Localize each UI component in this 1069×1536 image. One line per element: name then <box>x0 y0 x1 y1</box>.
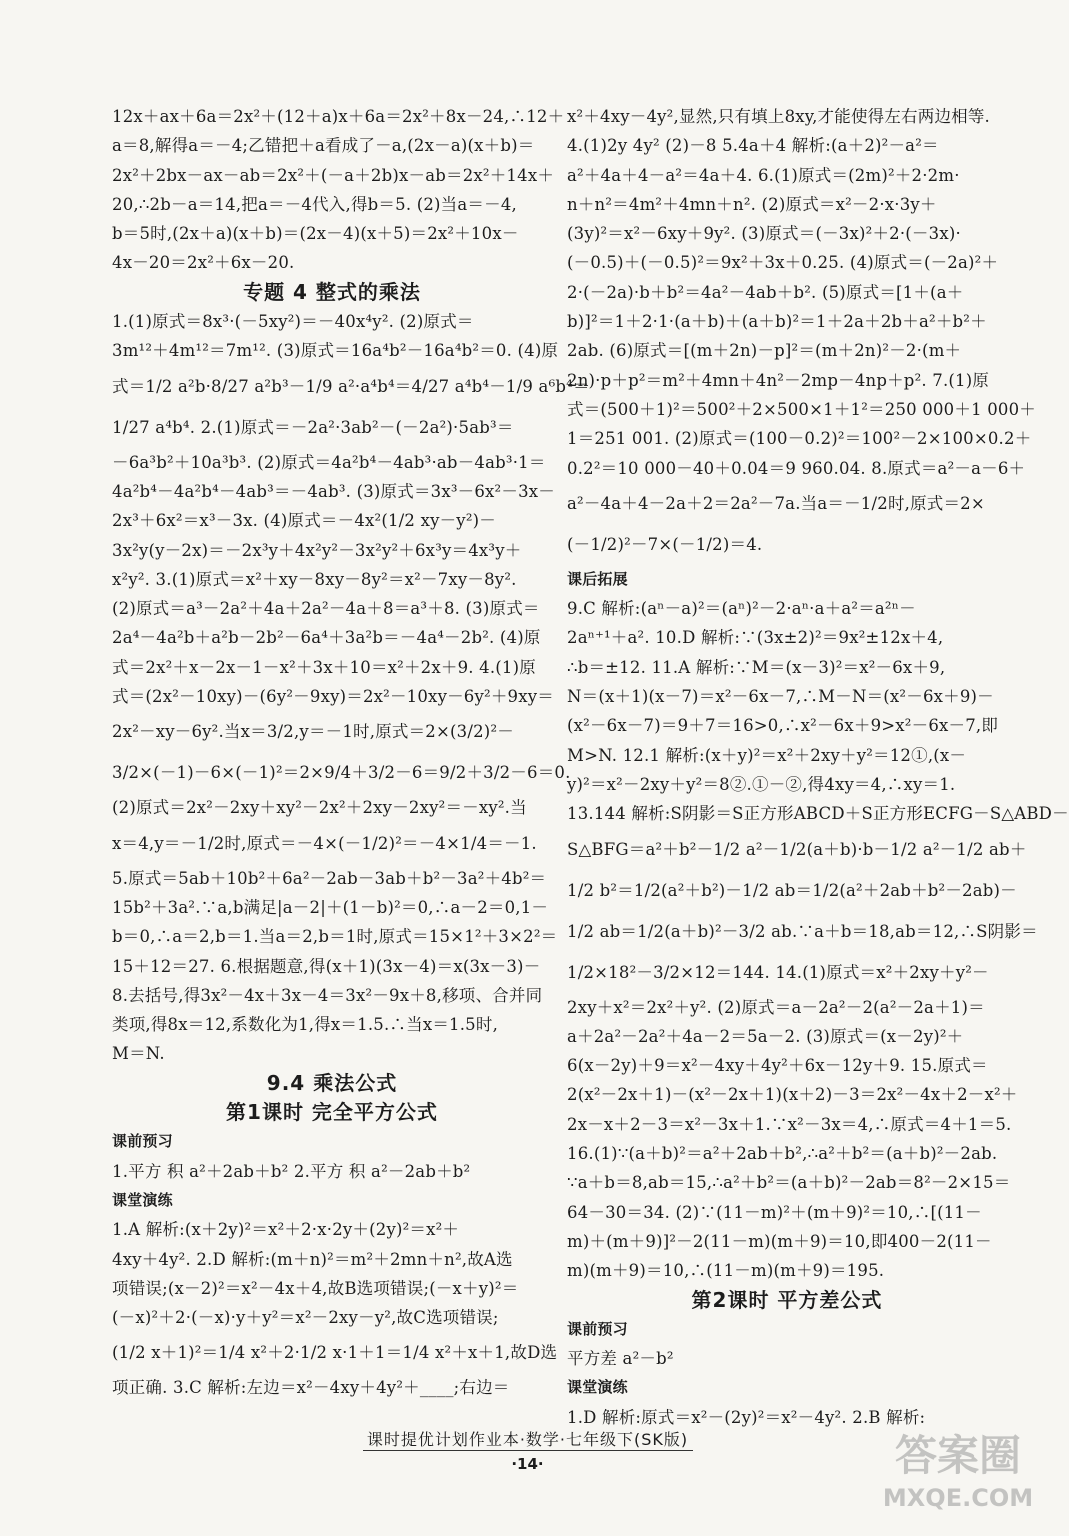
right-text-line: (3y)²＝x²－6xy＋9y². (3)原式＝(－3x)²＋2·(－3x)· <box>567 224 961 244</box>
left-text-line: 式＝(2x²－10xy)－(6y²－9xy)＝2x²－10xy－6y²＋9xy＝ <box>112 687 554 707</box>
footer-rule <box>363 1450 693 1451</box>
left-text-line: 1.平方 积 a²＋2ab＋b² 2.平方 积 a²－2ab＋b² <box>112 1161 471 1181</box>
left-text-line: 15＋12＝27. 6.根据题意,得(x＋1)(3x－4)＝x(3x－3)－ <box>112 956 541 976</box>
left-section-heading: 第1课时 完全平方公式 <box>226 1100 438 1125</box>
left-text-line: (－x)²＋2·(－x)·y＋y²＝x²－2xy－y²,故C选项错误; <box>112 1308 499 1328</box>
right-text-line: 6(x－2y)＋9＝x²－4xy＋4y²＋6x－12y＋9. 15.原式＝ <box>567 1056 988 1076</box>
right-text-line: 4.(1)2y 4y² (2)－8 5.4a＋4 解析:(a＋2)²－a²＝ <box>567 136 939 156</box>
right-text-line: 2·(－2a)·b＋b²＝4a²－4ab＋b². (5)原式＝[1＋(a＋ <box>567 282 964 302</box>
right-text-line: b)]²＝1＋2·1·(a＋b)＋(a＋b)²＝1＋2a＋2b＋a²＋b²＋ <box>567 312 987 332</box>
right-text-line: 2n)·p＋p²＝m²＋4mn＋4n²－2mp－4np＋p². 7.(1)原 <box>567 370 990 390</box>
right-text-line: 13.144 解析:S阴影＝S正方形ABCD＋S正方形ECFG－S△ABD－ <box>567 804 1069 824</box>
left-section-heading: 专题 4 整式的乘法 <box>243 279 421 304</box>
left-text-line: 式＝1/2 a²b·8/27 a²b³－1/9 a²·a⁴b⁴＝4/27 a⁴b⁴－1/9 a⁶b⁴＝ <box>112 376 590 396</box>
right-text-line: a²－4a＋4－2a＋2＝2a²－7a.当a＝－1/2时,原式＝2× <box>567 493 985 513</box>
left-text-line: 1.(1)原式＝8x³·(－5xy²)＝－40x⁴y². (2)原式＝ <box>112 312 474 332</box>
left-text-line: 15b²＋3a².∵a,b满足|a－2|＋(1－b)²＝0,∴a－2＝0,1－ <box>112 897 549 917</box>
right-column <box>567 102 1069 1432</box>
right-text-line: 9.C 解析:(aⁿ－a)²＝(aⁿ)²－2·aⁿ·a＋a²＝a²ⁿ－ <box>567 599 916 619</box>
right-text-line: 2x－x＋2－3＝x²－3x＋1.∵x²－3x＝4,∴原式＝4＋1＝5. <box>567 1114 1012 1134</box>
right-text-line: 2ab. (6)原式＝[(m＋2n)－p]²＝(m＋2n)²－2·(m＋ <box>567 341 962 361</box>
right-text-line: (－0.5)＋(－0.5)²＝9x²＋3x＋0.25. (4)原式＝(－2a)²＋ <box>567 253 999 273</box>
right-text-line: 平方差 a²－b² <box>567 1349 674 1369</box>
left-text-line: (2)原式＝a³－2a²＋4a＋2a²－4a＋8＝a³＋8. (3)原式＝ <box>112 599 540 619</box>
watermark-logo-icon <box>883 1418 1033 1518</box>
right-text-line: 2(x²－2x＋1)－(x²－2x＋1)(x＋2)－3＝2x²－4x＋2－x²＋ <box>567 1085 1018 1105</box>
right-text-line: (x²－6x－7)＝9＋7＝16>0,∴x²－6x＋9>x²－6x－7,即 <box>567 716 999 736</box>
left-text-line: 类项,得8x＝12,系数化为1,得x＝1.5.∴当x＝1.5时, <box>112 1015 499 1035</box>
left-subheading: 课堂演练 <box>112 1190 173 1209</box>
right-text-line: 0.2²＝10 000－40＋0.04＝9 960.04. 8.原式＝a²－a－6＋ <box>567 458 1026 478</box>
watermark-url: MXQE.COM <box>882 1484 1034 1512</box>
left-text-line: 式＝2x²＋x－2x－1－x²＋3x＋10＝x²＋2x＋9. 4.(1)原 <box>112 657 536 677</box>
left-text-line: 3x²y(y－2x)＝－2x³y＋4x²y²－3x²y²＋6x³y＝4x³y＋ <box>112 540 522 560</box>
right-text-line: m)＋(m＋9)]²－2(11－m)(m＋9)＝10,即400－2(11－ <box>567 1231 992 1251</box>
right-text-line: S△BFG＝a²＋b²－1/2 a²－1/2(a＋b)·b－1/2 a²－1/2 ab＋ <box>567 839 1027 859</box>
left-text-line: 项错误;(x－2)²＝x²－4x＋4,故B选项错误;(－x＋y)²＝ <box>112 1278 519 1298</box>
right-subheading: 课前预习 <box>567 1319 628 1338</box>
left-text-line: b＝5时,(2x＋a)(x＋b)＝(2x－4)(x＋5)＝2x²＋10x－ <box>112 224 519 244</box>
left-text-line: b＝0,∴a＝2,b＝1.当a＝2,b＝1时,原式＝15×1²＋3×2²＝ <box>112 927 558 947</box>
left-text-line: a＝8,解得a＝－4;乙错把＋a看成了－a,(2x－a)(x＋b)＝ <box>112 136 535 156</box>
right-text-line: ∵a＋b＝8,ab＝15,∴a²＋b²＝(a＋b)²－2ab＝8²－2×15＝ <box>567 1173 1011 1193</box>
left-text-line: x²y². 3.(1)原式＝x²＋xy－8xy－8y²＝x²－7xy－8y². <box>112 569 517 589</box>
right-text-line: N＝(x＋1)(x－7)＝x²－6x－7,∴M－N＝(x²－6x＋9)－ <box>567 687 994 707</box>
left-text-line: 1.A 解析:(x＋2y)²＝x²＋2·x·2y＋(2y)²＝x²＋ <box>112 1220 460 1240</box>
right-text-line: 1.D 解析:原式＝x²－(2y)²＝x²－4y². 2.B 解析: <box>567 1407 926 1427</box>
left-text-line: x＝4,y＝－1/2时,原式＝－4×(－1/2)²＝－4×1/4＝－1. <box>112 833 537 853</box>
left-column <box>112 102 590 1403</box>
right-text-line: 16.(1)∵(a＋b)²＝a²＋2ab＋b²,∴a²＋b²＝(a＋b)²－2ab. <box>567 1144 998 1164</box>
right-text-line: 1/2 ab＝1/2(a＋b)²－3/2 ab.∵a＋b＝18,ab＝12,∴S阴影＝ <box>567 921 1038 941</box>
right-text-line: 1/2×18²－3/2×12＝144. 14.(1)原式＝x²＋2xy＋y²－ <box>567 962 989 982</box>
left-text-line: 8.去括号,得3x²－4x＋3x－4＝3x²－9x＋8,移项、合并同 <box>112 985 543 1005</box>
right-text-line: M>N. 12.1 解析:(x＋y)²＝x²＋2xy＋y²＝12①,(x－ <box>567 745 967 765</box>
right-text-line: a²＋4a＋4－a²＝4a＋4. 6.(1)原式＝(2m)²＋2·2m· <box>567 165 960 185</box>
right-text-line: y)²＝x²－2xy＋y²＝8②.①－②,得4xy＝4,∴xy＝1. <box>567 774 956 794</box>
right-text-line: a＋2a²－2a²＋4a－2＝5a－2. (3)原式＝(x－2y)²＋ <box>567 1026 964 1046</box>
left-text-line: 4xy＋4y². 2.D 解析:(m＋n)²＝m²＋2mn＋n²,故A选 <box>112 1249 513 1269</box>
left-text-line: 3m¹²＋4m¹²＝7m¹². (3)原式＝16a⁴b²－16a⁴b²＝0. (4)原 <box>112 341 559 361</box>
left-text-line: 1/27 a⁴b⁴. 2.(1)原式＝－2a²·3ab²－(－2a²)·5ab³＝ <box>112 417 514 437</box>
right-text-line: 1＝251 001. (2)原式＝(100－0.2)²＝100²－2×100×0.2＋ <box>567 429 1032 449</box>
left-text-line: －6a³b²＋10a³b³. (2)原式＝4a²b⁴－4ab³·ab－4ab³·1＝ <box>112 452 546 472</box>
right-text-line: x²＋4xy－4y²,显然,只有填上8xy,才能使得左右两边相等. <box>567 107 990 126</box>
right-text-line: 2aⁿ⁺¹＋a². 10.D 解析:∵(3x±2)²＝9x²±12x＋4, <box>567 628 944 648</box>
left-text-line: M＝N. <box>112 1044 165 1064</box>
book-title: 课时提优计划作业本·数学·七年级下(SK版) <box>366 1430 689 1449</box>
right-text-line: 式＝(500＋1)²＝500²＋2×500×1＋1²＝250 000＋1 000＋ <box>567 399 1037 419</box>
left-text-line: 20,∴2b－a＝14,把a＝－4代入,得b＝5. (2)当a＝－4, <box>112 194 517 214</box>
right-subheading: 课后拓展 <box>567 569 628 588</box>
left-text-line: 3/2×(－1)－6×(－1)²＝2×9/4＋3/2－6＝9/2＋3/2－6＝0. <box>112 763 571 783</box>
left-text-line: 4a²b⁴－4a²b⁴－4ab³＝－4ab³. (3)原式＝3x³－6x²－3x－ <box>112 481 555 501</box>
right-text-line: 64－30＝34. (2)∵(11－m)²＋(m＋9)²＝10,∴[(11－ <box>567 1202 982 1222</box>
right-text-line: (－1/2)²－7×(－1/2)＝4. <box>567 534 763 554</box>
right-text-line: 2xy＋x²＝2x²＋y². (2)原式＝a－2a²－2(a²－2a＋1)＝ <box>567 997 985 1017</box>
right-subheading: 课堂演练 <box>567 1378 628 1397</box>
left-text-line: 2x²＋2bx－ax－ab＝2x²＋(－a＋2b)x－ab＝2x²＋14x＋ <box>112 165 555 185</box>
left-subheading: 课前预习 <box>112 1132 173 1151</box>
right-text-line: m)(m＋9)＝10,∴(11－m)(m＋9)＝195. <box>567 1261 885 1281</box>
left-section-heading: 9.4 乘法公式 <box>266 1070 398 1095</box>
left-text-line: 项正确. 3.C 解析:左边＝x²－4xy＋4y²＋____;右边＝ <box>112 1378 510 1398</box>
left-text-line: 4x－20＝2x²＋6x－20. <box>112 253 295 273</box>
left-text-line: 5.原式＝5ab＋10b²＋6a²－2ab－3ab＋b²－3a²＋4b²＝ <box>112 868 547 888</box>
left-text-line: 2x³＋6x²＝x³－3x. (4)原式＝－4x²(1/2 xy－y²)－ <box>112 511 496 531</box>
left-text-line: 2x²－xy－6y².当x＝3/2,y＝－1时,原式＝2×(3/2)²－ <box>112 722 514 742</box>
watermark-text: 答案圈 <box>894 1431 1022 1480</box>
left-text-line: (2)原式＝2x²－2xy＋xy²－2x²＋2xy－2xy²＝－xy².当 <box>112 798 527 818</box>
page-number: ·14· <box>511 1455 544 1473</box>
left-text-line: 2a⁴－4a²b＋a²b－2b²－6a⁴＋3a²b＝－4a⁴－2b². (4)原 <box>112 628 541 648</box>
right-text-line: ∴b＝±12. 11.A 解析:∵M＝(x－3)²＝x²－6x＋9, <box>567 657 946 677</box>
left-text-line: (1/2 x＋1)²＝1/4 x²＋2·1/2 x·1＋1＝1/4 x²＋x＋1,故D选 <box>112 1343 558 1363</box>
right-text-line: n＋n²＝4m²＋4mn＋n². (2)原式＝x²－2·x·3y＋ <box>567 194 937 214</box>
left-text-line: 12x＋ax＋6a＝2x²＋(12＋a)x＋6a＝2x²＋8x－24,∴12＋ <box>112 107 565 126</box>
right-text-line: 1/2 b²＝1/2(a²＋b²)－1/2 ab＝1/2(a²＋2ab＋b²－2ab)－ <box>567 880 1017 900</box>
right-section-heading: 第2课时 平方差公式 <box>691 1287 883 1312</box>
